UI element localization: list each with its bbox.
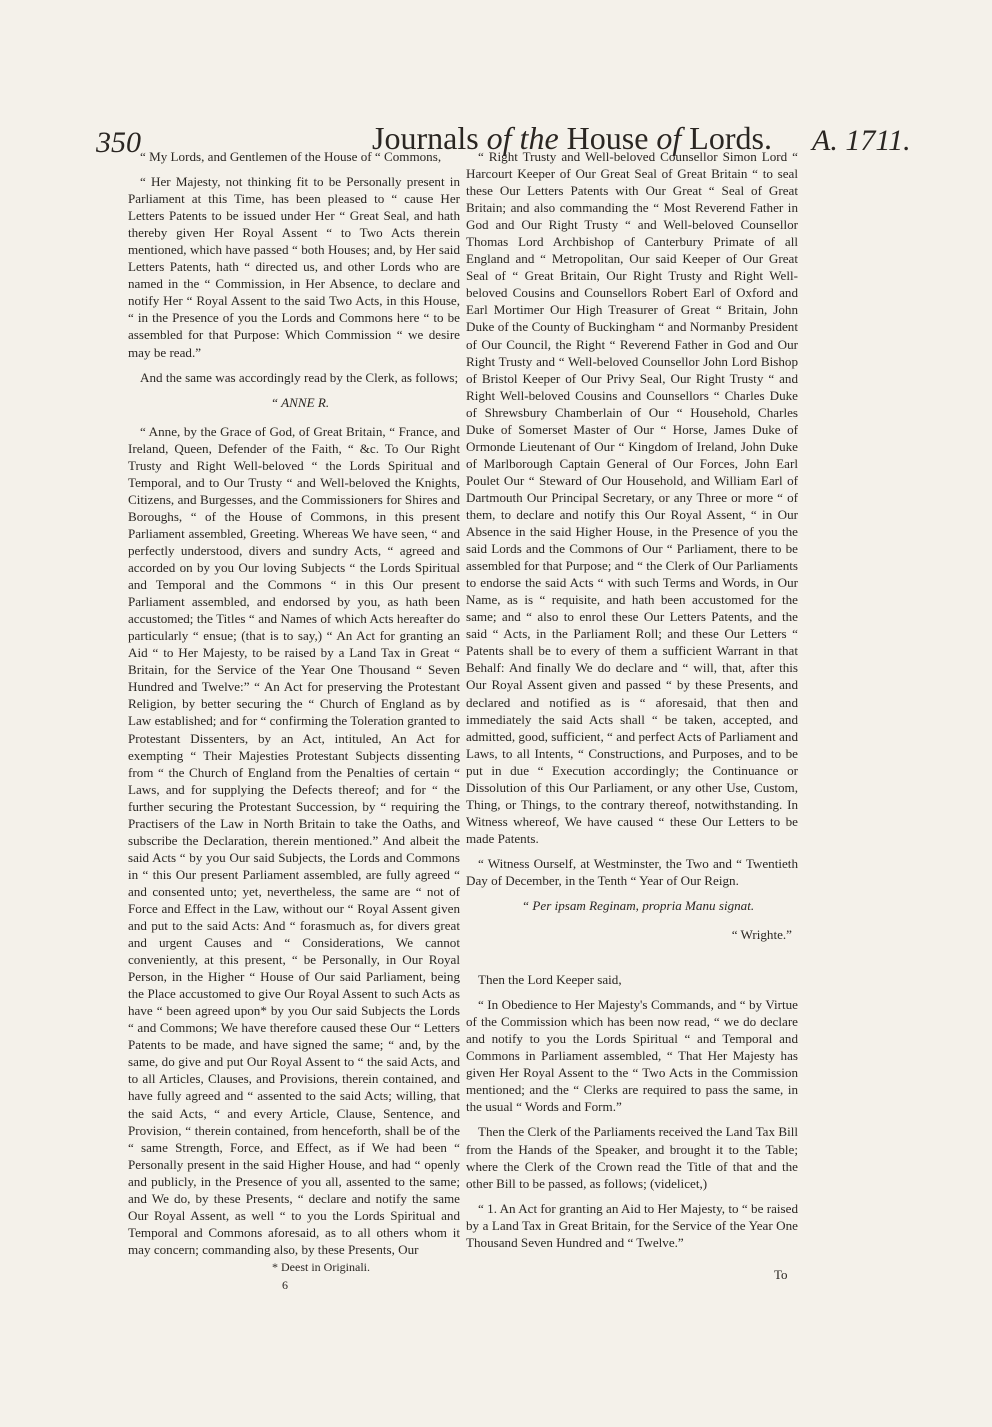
commission-continued: “ Right Trusty and Well-beloved Counsellor Simon Lord “ Harcourt Keeper of Our Great Seal of Great Britain “ to seal these Our Letters Patents with Our Great “ Seal of Great Britain; and also commanding the “ Most Reverend Father in God and Our Right Trusty “ and Well-beloved Counsellor Thomas Lord Archbishop of Canterbury Primate of all England and “ Metropolitan, Our said Keeper of Our Great Seal of “ Great Britain, Our Right Trusty and Right Well-beloved Cousins and Counsellors Robert Earl of Oxford and Earl Mortimer Our High Treasurer of Great “ Britain, John Duke of the County of Buckingham “ and Normanby President of Our Council, the Right “ Reverend Father in God and Our Right Trusty and “ Well-beloved Counsellor John Lord Bishop of Bristol Keeper of Our Privy Seal, Our Right Trusty “ and Right Well-beloved Cousins and Counsellors “ Charles Duke of Shrewsbury Chamberlain of Our “ Household, Charles Duke of Somerset Master of Our “ Horse, James Duke of Ormonde Lieutenant of Our “ Kingdom of Ireland, John Duke of Marlborough Captain General of Our Forces, John Earl Poulet Our “ Steward of Our Household, and William Earl of Dartmouth Our Principal Secretary, or any Three or more “ of them, to declare and notify this Our Royal Assent, “ in Our Absence in the said Higher House, in the Presence of you the said Lords and the Commons of Our “ Parliament, there to be assembled for that Purpose; and “ the Clerk of Our Parliaments to endorse the said Acts “ with such Terms and Words, in Our Name, as is “ requisite, and hath been accustomed for the same; and “ also to enrol these Our Letters Patents, and the said “ Acts, in the Parliament Roll; and these Our Letters “ Patents shall be to every of them a sufficient Warrant in that Behalf: And finally We do declare and “ will, that, after this Our Royal Assent given and passed “ by these Presents, and declared and notified as is “ aforesaid, that then and immediately the said Acts shall “ be taken, accepted, and admitted, good, sufficient, “ and perfect Acts of Parliament and Laws, to all Intents, “ Constructions, and Purposes, and to be put in due “ Execution accordingly; the Continuance or Dissolution of this Our Parliament, or any other Use, Custom, Thing, or Things, to the contrary thereof, notwithstanding. In Witness whereof, We have caused “ these Our Letters to be made Patents. <box>466 149 798 846</box>
wrighte-signature: “ Wrighte.” <box>731 927 792 943</box>
running-title: Journals of the House of Lords. <box>372 120 772 156</box>
year-heading: A. 1711. <box>812 124 911 157</box>
lord-keeper-speech: “ In Obedience to Her Majesty's Commands, and “ by Virtue of the Commission which has been now read, “ we do declare and notify to you the Lords Spiritual “ and Temporal and Commons in Parliament assembled, “ That Her Majesty has given Her Royal Assent to the “ Two Acts in the Commission mentioned; and the “ Clerks are required to pass the same, in the usual “ Words and Form.” <box>466 997 798 1115</box>
royal-signature: “ ANNE R. <box>270 394 330 410</box>
signature-mark: 6 <box>282 1278 288 1292</box>
speech-paragraph: “ Her Majesty, not thinking fit to be Personally present in Parliament at this Time, has been pleased to “ cause Her Letters Patents to be issued under Her “ Great Seal, and hath thereby given Her Royal Assent “ to Two Acts therein mentioned, which have passed “ both Houses; and, by Her said Letters Patents, hath “ directed us, and other Lords who are named in the “ Commission, in Her Absence, to declare and notify Her “ Royal Assent to the said Two Acts, in this House, “ in the Presence of you the Lords and Commons here “ to be assembled for that Purpose: Which Commission “ we desire may be read.” <box>128 174 460 360</box>
commission-text: “ Anne, by the Grace of God, of Great Britain, “ France, and Ireland, Queen, Defender of the Faith, “ &c. To Our Right Trusty and Right Well-beloved “ the Lords Spiritual and Temporal, and to Our Trusty “ and Well-beloved the Knights, Citizens, and Burgesses, and the Commissioners for Shires and Boroughs, “ of the House of Commons, in this present Parliament assembled, Greeting. Whereas We have seen, “ and perfectly understood, divers and sundry Acts, “ agreed and accorded on by you Our loving Subjects “ the Lords Spiritual and Temporal and the Commons “ in this Our present Parliament assembled, and endorsed by you, as hath been accustomed; the Titles “ and Names of which Acts hereafter do particularly “ ensue; (that is to say,) “ An Act for granting an Aid “ to Her Majesty, to be raised by a Land Tax in Great “ Britain, for the Service of the Year One Thousand “ Seven Hundred and Twelve:” “ An Act for preserving the Protestant Religion, by better securing the “ Church of England as by Law established; and for “ confirming the Toleration granted to Protestant Dissenters, by an Act, intituled, An Act for exempting “ Their Majesties Protestant Subjects dissenting from “ the Church of England from the Penalties of certain “ Laws, and for supplying the Defects thereof; and for “ the further securing the Protestant Succession, by “ requiring the Practisers of the Law in North Britain to take the Oaths, and subscribe the Declaration, therein mentioned.” And albeit the said Acts “ by you Our said Subjects, the Lords and Commons in “ this Our present Parliament assembled, are fully agreed “ and consented unto; yet, nevertheless, the same are “ not of Force and Effect in the Law, without our “ Royal Assent given and put to the said Acts: And “ forasmuch as, for divers great and urgent Causes and “ Considerations, We cannot conveniently, at this present, “ be Personally, in Our Royal Person, in the Higher “ House of Our said Parliament, being the Place accustomed to give Our Royal Assent to such Acts as have “ been agreed upon* by you Our said Subjects the Lords “ and Commons; We have therefore caused these Our “ Letters Patents to be made, and have signed the same; “ and, by the same, do give and put Our Royal Assent to “ the said Acts, and to all Articles, Clauses, and Provisions, therein contained, and have fully agreed and “ assented to the said Acts; willing, that the said Acts, “ and every Article, Clause, Sentence, and Provision, “ therein contained, from henceforth, shall be of the “ same Strength, Force, and Effect, as if We had been “ Personally present in the said Higher House, and had “ openly and publicly, in the Presence of you all, assented to the same; and We do, by these Presents, “ declare and notify the same Our Royal Assent, as well “ to you the Lords Spiritual and Temporal and Commons aforesaid, as to all others whom it may concern; commanding also, by these Presents, Our <box>128 423 460 1257</box>
catchword: To <box>774 1267 788 1282</box>
right-column <box>466 148 798 1259</box>
per-ipsam-signature: “ Per ipsam Reginam, propria Manu signat. <box>521 898 755 914</box>
left-column <box>128 148 460 1266</box>
clerk-received-bill: Then the Clerk of the Parliaments received the Land Tax Bill from the Hands of the Speaker, and brought it to the Table; where the Clerk of the Crown read the Title of that and the other Bill to be passed, as follows; (videlicet,) <box>466 1124 798 1191</box>
footnote: * Deest in Originali. <box>272 1260 370 1274</box>
act-title-1: “ 1. An Act for granting an Aid to Her Majesty, to “ be raised by a Land Tax in Great Britain, for the Service of the Year One Thousand Seven Hundred and “ Twelve.” <box>466 1200 798 1250</box>
witness-clause: “ Witness Ourself, at Westminster, the Two and “ Twentieth Day of December, in the Tenth “ Year of Our Reign. <box>466 855 798 888</box>
lord-keeper-said: Then the Lord Keeper said, <box>478 972 622 988</box>
clerk-reading-note: And the same was accordingly read by the Clerk, as follows; <box>140 369 459 385</box>
address-salutation: “ My Lords, and Gentlemen of the House of “ Commons, <box>140 149 442 164</box>
page-number: 350 <box>96 126 141 159</box>
